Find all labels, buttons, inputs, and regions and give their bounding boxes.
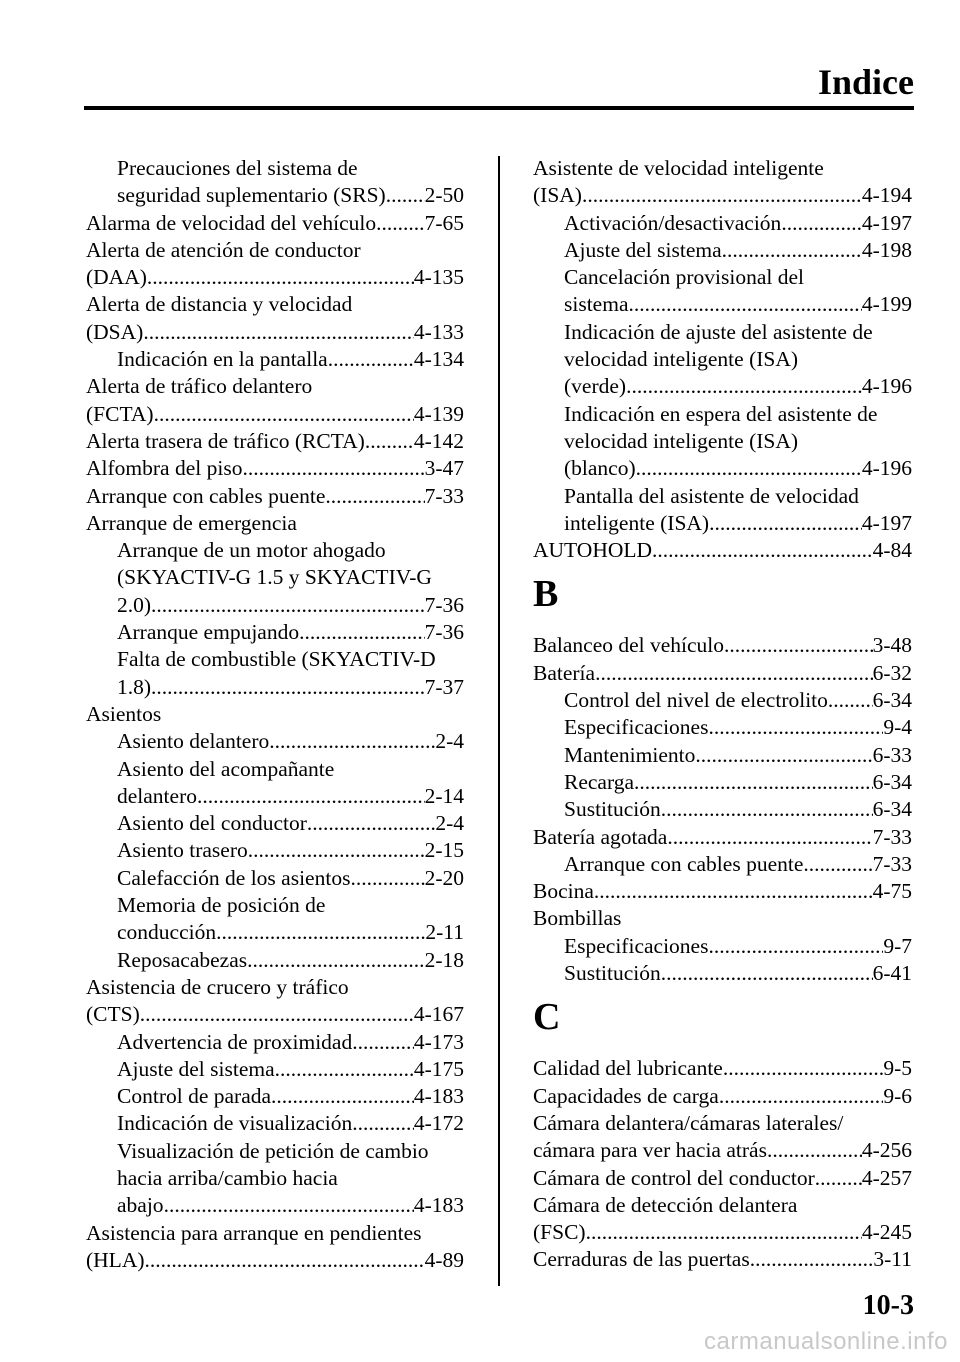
dot-leader	[723, 1055, 883, 1082]
index-entry-label: Sustitución	[564, 797, 661, 822]
index-entry[interactable]	[86, 1247, 464, 1274]
dot-leader	[708, 933, 883, 960]
index-entry[interactable]	[86, 428, 464, 455]
index-entry-label: Alarma de velocidad del vehículo	[86, 210, 377, 235]
index-entry[interactable]	[86, 264, 464, 291]
dot-leader	[708, 714, 883, 741]
dot-leader	[629, 291, 862, 318]
index-entry-page: 9-5	[883, 1056, 912, 1081]
index-entry[interactable]	[86, 182, 464, 209]
dot-leader	[164, 1192, 414, 1219]
dot-leader	[216, 919, 425, 946]
index-entry[interactable]	[86, 728, 464, 755]
index-entry-label: (blanco)	[564, 456, 636, 481]
index-heading-line: Visualización de petición de cambio	[117, 1138, 429, 1163]
index-heading-line: Asientos	[86, 701, 162, 726]
index-entry-label: conducción	[117, 920, 217, 945]
dot-leader	[386, 182, 425, 209]
index-entry-page: 2-50	[424, 183, 464, 208]
index-entry-label: Recarga	[564, 769, 635, 794]
index-entry-label: Batería agotada	[533, 824, 668, 849]
index-entry[interactable]	[533, 960, 912, 987]
index-heading-line: Indicación en espera del asistente de	[564, 401, 878, 426]
index-entry-page: 4-257	[861, 1165, 912, 1190]
index-column-left	[86, 155, 464, 1274]
dot-leader	[350, 865, 424, 892]
dot-leader	[242, 455, 424, 482]
dot-leader	[247, 947, 424, 974]
index-entry-label: Control del nivel de electrolito	[564, 688, 828, 713]
dot-leader	[652, 537, 873, 564]
dot-leader	[828, 687, 873, 714]
index-heading-line: Falta de combustible (SKYACTIV-D	[117, 647, 436, 672]
index-entry-label: sistema	[564, 292, 629, 317]
index-entry-page: 4-167	[413, 1002, 464, 1027]
index-entry-label: Mantenimiento	[564, 742, 696, 767]
dot-leader	[781, 210, 862, 237]
index-entry[interactable]	[86, 674, 464, 701]
index-entry-page: 2-11	[425, 920, 464, 945]
index-entry-label: Asiento delantero	[117, 729, 270, 754]
index-entry-label: Arranque con cables puente	[86, 483, 326, 508]
index-entry-page: 9-6	[883, 1083, 912, 1108]
index-heading-line: Asistencia de crucero y tráfico	[86, 974, 349, 999]
index-entry[interactable]	[86, 483, 464, 510]
index-entry[interactable]	[86, 455, 464, 482]
index-heading-line: Asistente de velocidad inteligente	[533, 156, 824, 180]
index-entry-page: 4-196	[861, 374, 912, 399]
index-entry-page: 4-172	[413, 1111, 464, 1136]
index-entry[interactable]	[86, 1192, 464, 1219]
index-entry-page: 9-4	[883, 715, 912, 740]
index-entry-page: 2-18	[424, 947, 464, 972]
index-heading-line: Indicación de ajuste del asistente de	[564, 319, 873, 344]
index-entry[interactable]	[533, 851, 912, 878]
index-entry[interactable]	[533, 742, 912, 769]
dot-leader	[661, 796, 873, 823]
index-entry[interactable]	[533, 1219, 912, 1246]
index-entry-page: 2-4	[435, 811, 464, 836]
index-entry-label: AUTOHOLD	[533, 538, 653, 563]
index-entry[interactable]	[86, 783, 464, 810]
index-entry[interactable]	[533, 824, 912, 851]
dot-leader	[709, 510, 862, 537]
dot-leader	[147, 264, 414, 291]
index-entry-label: abajo	[117, 1193, 164, 1218]
index-entry[interactable]	[533, 687, 912, 714]
index-heading-line: Alerta de distancia y velocidad	[86, 292, 353, 317]
dot-leader	[275, 1056, 414, 1083]
index-entry-label: Indicación de visualización	[117, 1111, 353, 1136]
index-entry[interactable]	[86, 319, 464, 346]
index-entry-label: inteligente (ISA)	[564, 510, 710, 535]
index-entry-label: Asiento del conductor	[117, 811, 307, 836]
index-entry-label: 2.0)	[117, 592, 152, 617]
dot-leader	[269, 728, 435, 755]
index-entry-label: (FSC)	[533, 1220, 586, 1245]
index-entry-label: Bocina	[533, 879, 594, 904]
index-entry-label: (ISA)	[533, 183, 582, 208]
index-entry-label: (DSA)	[86, 319, 144, 344]
index-entry-page: 4-139	[413, 401, 464, 426]
index-heading-line: Asiento del acompañante	[117, 756, 335, 781]
index-heading-line: Precauciones del sistema de	[117, 156, 358, 180]
index-entry-page: 6-41	[872, 961, 912, 986]
index-entry-page: 4-175	[413, 1056, 464, 1081]
dot-leader	[594, 878, 873, 905]
index-entry-page: 4-256	[861, 1138, 912, 1163]
index-entry-label: Activación/desactivación	[564, 210, 782, 235]
dot-leader	[299, 619, 424, 646]
index-entry-label: Capacidades de carga	[533, 1083, 719, 1108]
index-heading-line: Alerta de atención de conductor	[86, 237, 361, 262]
index-entry-page: 3-48	[872, 633, 912, 658]
index-entry[interactable]	[533, 878, 912, 905]
index-entry-label: Alfombra del piso	[86, 456, 243, 481]
index-heading-line: Pantalla del asistente de velocidad	[564, 483, 859, 508]
index-entry[interactable]	[86, 401, 464, 428]
dot-leader	[719, 1083, 883, 1110]
dot-leader	[197, 783, 425, 810]
index-entry-page: 6-33	[872, 742, 912, 767]
index-entry-label: (FCTA)	[86, 401, 154, 426]
index-entry-page: 7-33	[872, 851, 912, 876]
dot-leader	[145, 1247, 425, 1274]
index-entry-label: (HLA)	[86, 1247, 145, 1272]
index-entry[interactable]	[86, 1056, 464, 1083]
dot-leader	[365, 428, 414, 455]
index-entry[interactable]	[86, 947, 464, 974]
index-heading-line: velocidad inteligente (ISA)	[564, 428, 799, 453]
dot-leader	[767, 1137, 862, 1164]
index-entry-page: 4-194	[861, 183, 912, 208]
index-entry-label: Ajuste del sistema	[564, 237, 722, 262]
index-entry[interactable]	[533, 632, 912, 659]
index-entry[interactable]	[86, 865, 464, 892]
index-entry-label: 1.8)	[117, 674, 152, 699]
dot-leader	[695, 742, 872, 769]
index-entry[interactable]	[533, 796, 912, 823]
index-entry-page: 4-133	[413, 319, 464, 344]
index-entry[interactable]	[533, 660, 912, 687]
index-entry-page: 7-37	[424, 674, 464, 699]
index-entry-label: Cámara de control del conductor	[533, 1165, 815, 1190]
index-entry-page: 2-14	[424, 783, 464, 808]
index-entry[interactable]	[533, 455, 912, 482]
dot-leader	[328, 346, 414, 373]
index-entry-page: 7-65	[424, 210, 464, 235]
index-entry-page: 6-34	[872, 769, 912, 794]
index-entry-page: 6-32	[872, 660, 912, 685]
index-heading-line: velocidad inteligente (ISA)	[564, 347, 799, 372]
index-entry-page: 4-75	[872, 879, 912, 904]
index-heading-line: Memoria de posición de	[117, 893, 326, 918]
dot-leader	[376, 210, 424, 237]
index-entry-label: Arranque con cables puente	[564, 851, 804, 876]
index-entry-page: 2-20	[424, 865, 464, 890]
index-entry-label: Ajuste del sistema	[117, 1056, 275, 1081]
index-entry-page: 3-47	[424, 456, 464, 481]
index-entry-page: 4-196	[861, 456, 912, 481]
index-entry-page: 4-183	[413, 1193, 464, 1218]
dot-leader	[352, 1110, 414, 1137]
index-entry[interactable]	[533, 237, 912, 264]
index-entry[interactable]	[86, 1083, 464, 1110]
dot-leader	[661, 960, 873, 987]
index-entry-page: 4-173	[413, 1029, 464, 1054]
index-heading-line: Asistencia para arranque en pendientes	[86, 1220, 422, 1245]
index-entry[interactable]	[86, 619, 464, 646]
index-heading-line: Cámara delantera/cámaras laterales/	[533, 1110, 844, 1135]
index-entry-label: Asiento trasero	[117, 838, 248, 863]
dot-leader	[151, 592, 425, 619]
dot-leader	[636, 455, 862, 482]
index-entry-page: 7-36	[424, 620, 464, 645]
index-entry-page: 9-7	[883, 933, 912, 958]
index-entry[interactable]	[86, 346, 464, 373]
index-entry-page: 2-15	[424, 838, 464, 863]
index-entry-page: 4-135	[413, 265, 464, 290]
page-number: 10-3	[862, 1290, 914, 1321]
index-heading-line: Cancelación provisional del	[564, 265, 805, 290]
index-entry-label: Advertencia de proximidad	[117, 1029, 353, 1054]
dot-leader	[143, 319, 413, 346]
index-entry[interactable]	[533, 210, 912, 237]
index-entry-page: 6-34	[872, 797, 912, 822]
index-entry-page: 4-245	[861, 1220, 912, 1245]
index-entry-page: 6-34	[872, 688, 912, 713]
dot-leader	[803, 851, 872, 878]
dot-leader	[595, 660, 873, 687]
index-entry-label: Control de parada	[117, 1084, 272, 1109]
dot-leader	[582, 182, 862, 209]
index-entry-page: 4-197	[861, 510, 912, 535]
index-entry-page: 7-33	[424, 483, 464, 508]
dot-leader	[248, 837, 425, 864]
index-heading-line: (SKYACTIV-G 1.5 y SKYACTIV-G	[117, 565, 432, 590]
index-entry[interactable]	[533, 1165, 912, 1192]
index-entry[interactable]	[533, 537, 912, 564]
index-entry-label: Balanceo del vehículo	[533, 633, 725, 658]
index-column-right	[533, 155, 912, 1274]
dot-leader	[750, 1246, 874, 1273]
index-entry-page: 4-197	[861, 210, 912, 235]
index-entry-page: 4-134	[413, 347, 464, 372]
index-entry-page: 3-11	[873, 1247, 912, 1272]
dot-leader	[271, 1083, 414, 1110]
index-entry-label: Calidad del lubricante	[533, 1056, 723, 1081]
index-entry-label: Cerraduras de las puertas	[533, 1247, 750, 1272]
index-entry-label: delantero	[117, 783, 197, 808]
dot-leader	[815, 1165, 862, 1192]
index-entry-label: (CTS)	[86, 1002, 140, 1027]
index-entry-label: Alerta trasera de tráfico (RCTA)	[86, 428, 365, 453]
index-entry-page: 4-84	[872, 538, 912, 563]
dot-leader	[586, 1219, 862, 1246]
index-heading-line: Arranque de emergencia	[86, 510, 297, 535]
index-entry-page: 4-142	[413, 428, 464, 453]
index-entry[interactable]	[86, 1110, 464, 1137]
index-entry-label: Indicación en la pantalla	[117, 347, 328, 372]
index-entry-label: Batería	[533, 660, 596, 685]
index-entry[interactable]	[86, 210, 464, 237]
dot-leader	[140, 1001, 414, 1028]
index-heading-line: Cámara de detección delantera	[533, 1192, 798, 1217]
dot-leader	[724, 632, 873, 659]
index-entry[interactable]	[86, 592, 464, 619]
index-entry-page: 4-198	[861, 237, 912, 262]
dot-leader	[626, 373, 862, 400]
dot-leader	[722, 237, 862, 264]
index-entry[interactable]	[86, 837, 464, 864]
dot-leader	[154, 401, 414, 428]
index-entry[interactable]	[533, 933, 912, 960]
index-entry[interactable]	[533, 182, 912, 209]
index-section-letter: C	[533, 996, 561, 1039]
index-entry-label: (DAA)	[86, 265, 147, 290]
index-entry[interactable]	[533, 510, 912, 537]
dot-leader	[634, 769, 873, 796]
index-entry[interactable]	[86, 1001, 464, 1028]
index-entry[interactable]	[533, 373, 912, 400]
index-heading-line: Alerta de tráfico delantero	[86, 374, 313, 399]
index-heading-line: Arranque de un motor ahogado	[117, 538, 386, 563]
index-heading-line: Bombillas	[533, 906, 622, 931]
index-entry[interactable]	[86, 1029, 464, 1056]
index-entry[interactable]	[533, 714, 912, 741]
dot-leader	[325, 483, 424, 510]
index-entry-page: 4-199	[861, 292, 912, 317]
index-entry-label: Sustitución	[564, 961, 661, 986]
index-entry[interactable]	[533, 1137, 912, 1164]
index-entry[interactable]	[86, 810, 464, 837]
index-heading-line: hacia arriba/cambio hacia	[117, 1165, 338, 1190]
watermark: carmanualsonline.info	[704, 1328, 948, 1355]
dot-leader	[667, 824, 872, 851]
index-entry-label: Especificaciones	[564, 933, 709, 958]
index-entry-page: 4-183	[413, 1084, 464, 1109]
header-rule	[84, 106, 914, 110]
index-entry[interactable]	[86, 919, 464, 946]
index-entry[interactable]	[533, 769, 912, 796]
dot-leader	[151, 674, 425, 701]
index-entry-label: cámara para ver hacia atrás	[533, 1138, 767, 1163]
index-entry-page: 4-89	[424, 1247, 464, 1272]
index-entry-page: 7-36	[424, 592, 464, 617]
index-entry-label: seguridad suplementario (SRS)	[117, 183, 386, 208]
index-entry[interactable]	[533, 1083, 912, 1110]
dot-leader	[352, 1029, 414, 1056]
index-entry-label: Calefacción de los asientos	[117, 865, 351, 890]
index-entry-page: 2-4	[435, 729, 464, 754]
index-entry-label: Especificaciones	[564, 715, 709, 740]
index-entry-label: (verde)	[564, 374, 627, 399]
index-entry[interactable]	[533, 1246, 912, 1273]
index-entry-label: Arranque empujando	[117, 620, 300, 645]
index-entry-page: 7-33	[872, 824, 912, 849]
index-entry-label: Reposacabezas	[117, 947, 248, 972]
index-section-letter: B	[533, 573, 559, 616]
index-entry[interactable]	[533, 1055, 912, 1082]
index-entry[interactable]	[533, 291, 912, 318]
column-divider	[498, 156, 500, 1286]
dot-leader	[307, 810, 435, 837]
page-title: Indice	[817, 62, 914, 102]
